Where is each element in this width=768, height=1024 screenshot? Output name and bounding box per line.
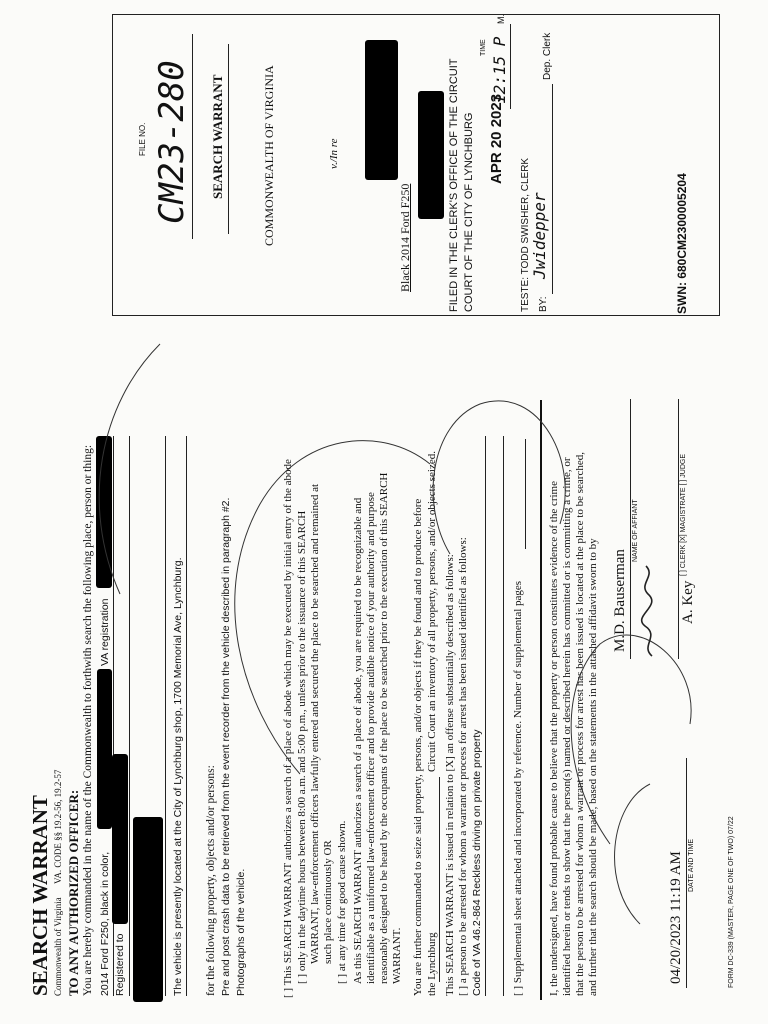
time-label: TIME <box>480 39 487 56</box>
affidavit-line-1: I, the undersigned, have found probable cause to believe that the property or person constitutes evidence of the crime <box>548 481 560 996</box>
inventory-line: Circuit Court an inventory of all property, persons, and/or objects seized. <box>426 451 438 772</box>
vehicle-line: 2014 Ford F250, black in color, <box>99 851 111 996</box>
abode-notice-4: WARRANT. <box>391 927 403 984</box>
filed-time: 12:15 P <box>490 36 509 104</box>
abode-notice-3: reasonably designed to be heard by the occupants of the place to be searched prior to the execution of this SEARCH <box>378 472 390 984</box>
abode-main: [ ] This SEARCH WARRANT authorizes a search of a place of abode which may be executed by initial entry of the abode <box>282 459 294 998</box>
dep-clerk-label: Dep. Clerk <box>542 32 553 80</box>
scribble-stroke <box>615 784 650 924</box>
affidavit-line-4: and further that the search should be made, based on the statements in the attached affidavit sworn to by <box>587 538 599 996</box>
scribble-stroke <box>433 401 565 554</box>
swn-number: SWN: 680CM2300005204 <box>675 173 689 314</box>
abode-notice-2: identifiable as a uniformed law-enforcement officer and to provide audible notice of your authority and purpose <box>365 492 377 984</box>
issuer-roles: [ ] CLERK [X] MAGISTRATE [ ] JUDGE <box>680 453 687 576</box>
affidavit-line-2: identified herein or tends to show that the person(s) named or described herein has committed or is committing a crime, or <box>561 457 573 996</box>
by-label: BY: <box>538 296 549 312</box>
datetime-label: DATE AND TIME <box>688 838 695 892</box>
to-officer: TO ANY AUTHORIZED OFFICER: <box>66 789 81 996</box>
vs-label: v./In re <box>328 138 340 169</box>
court-city: the Lynchburg <box>426 932 438 996</box>
form-id: FORM DC-339 (MASTER, PAGE ONE OF TWO) 07/22 <box>728 816 735 988</box>
arrest-option: [ ] a person to be arrested for whom a warrant or process for arrest has been issued identified as follows: <box>457 537 469 996</box>
property-item-2: Photographs of the vehicle. <box>235 868 247 996</box>
code-reference: VA. CODE §§ 19.2-56, 19.2-57 <box>53 769 63 884</box>
side-title: SEARCH WARRANT <box>210 74 225 199</box>
file-no-label: FILE NO. <box>138 122 147 156</box>
seize-command: You are further commanded to seize said property, persons, and/or objects if they be found and to produce before <box>412 498 424 996</box>
filed-line-2: COURT OF THE CITY OF LYNCHBURG <box>463 112 475 312</box>
property-intro: for the following property, objects and/or persons: <box>205 765 217 996</box>
property-item-1: Pre and post crash data to be retrieved from the event recorder from the vehicle described in paragraph #2. <box>220 497 232 996</box>
filed-line-1: FILED IN THE CLERK'S OFFICE OF THE CIRCUIT <box>448 58 460 312</box>
affiant-name: M.D. Bauserman <box>612 549 628 652</box>
abode-option-daytime-end: such place continuously OR <box>322 840 334 964</box>
scribble-stroke <box>99 344 160 594</box>
issue-datetime: 04/20/2023 11:19 AM <box>668 851 684 984</box>
offense-intro: This SEARCH WARRANT is issued in relation to [X] an offense substantially described as follows: <box>444 554 456 996</box>
filed-date: APR 20 2023 <box>488 93 505 184</box>
abode-option-daytime: [ ] only in the daytime hours between 8:00 a.m. and 5:00 p.m., unless prior to the issuance of this SEARCH <box>296 510 308 984</box>
affiant-label: NAME OF AFFIANT <box>632 499 639 562</box>
scribble-stroke <box>235 441 430 774</box>
vehicle-caption: Black 2014 Ford F250 <box>398 183 412 292</box>
commonwealth-label: COMMONWEALTH OF VIRGINIA <box>262 65 276 246</box>
command-line: You are hereby commanded in the name of the Commonwealth to forthwith search the following place, person or thing: <box>82 444 94 996</box>
abode-notice-1: As this SEARCH WARRANT authorizes a search of a place of abode, you are required to be recognizable and <box>352 497 364 984</box>
offense-code: Code of VA 46.2-864 Reckless driving on private property <box>471 729 483 996</box>
filed-meridiem: M. <box>496 14 506 24</box>
clerk-signature: Jwidepper <box>530 192 549 279</box>
abode-option-anytime: [ ] at any time for good cause shown. <box>336 820 348 984</box>
abode-option-daytime-cont: WARRANT, law-enforcement officers lawfully entered and secured the place to be searched and remained at <box>309 483 321 964</box>
form-title: SEARCH WARRANT <box>28 795 52 996</box>
scribble-stroke <box>571 635 691 844</box>
teste-clerk: TESTE: TODD SWISHER, CLERK <box>520 157 531 312</box>
registered-to-label: Registered to <box>114 933 126 996</box>
supplemental-line: [ ] Supplemental sheet attached and incorporated by reference. Number of supplemental pages <box>512 580 524 996</box>
vehicle-location: The vehicle is presently located at the City of Lynchburg shop, 1700 Memorial Ave, Lynchburg. <box>172 557 184 996</box>
affiant-signature-stroke <box>642 566 652 656</box>
file-number: CM23-280 <box>152 60 192 224</box>
affidavit-line-3: that the person to be arrested for whom a warrant or process for arrest has been issued is located at the place to be searched, <box>574 452 586 996</box>
issuer-name: A. Key <box>680 580 696 624</box>
va-registration-label: VA registration <box>99 598 111 666</box>
state-label: Commonwealth of Virginia <box>53 897 63 996</box>
